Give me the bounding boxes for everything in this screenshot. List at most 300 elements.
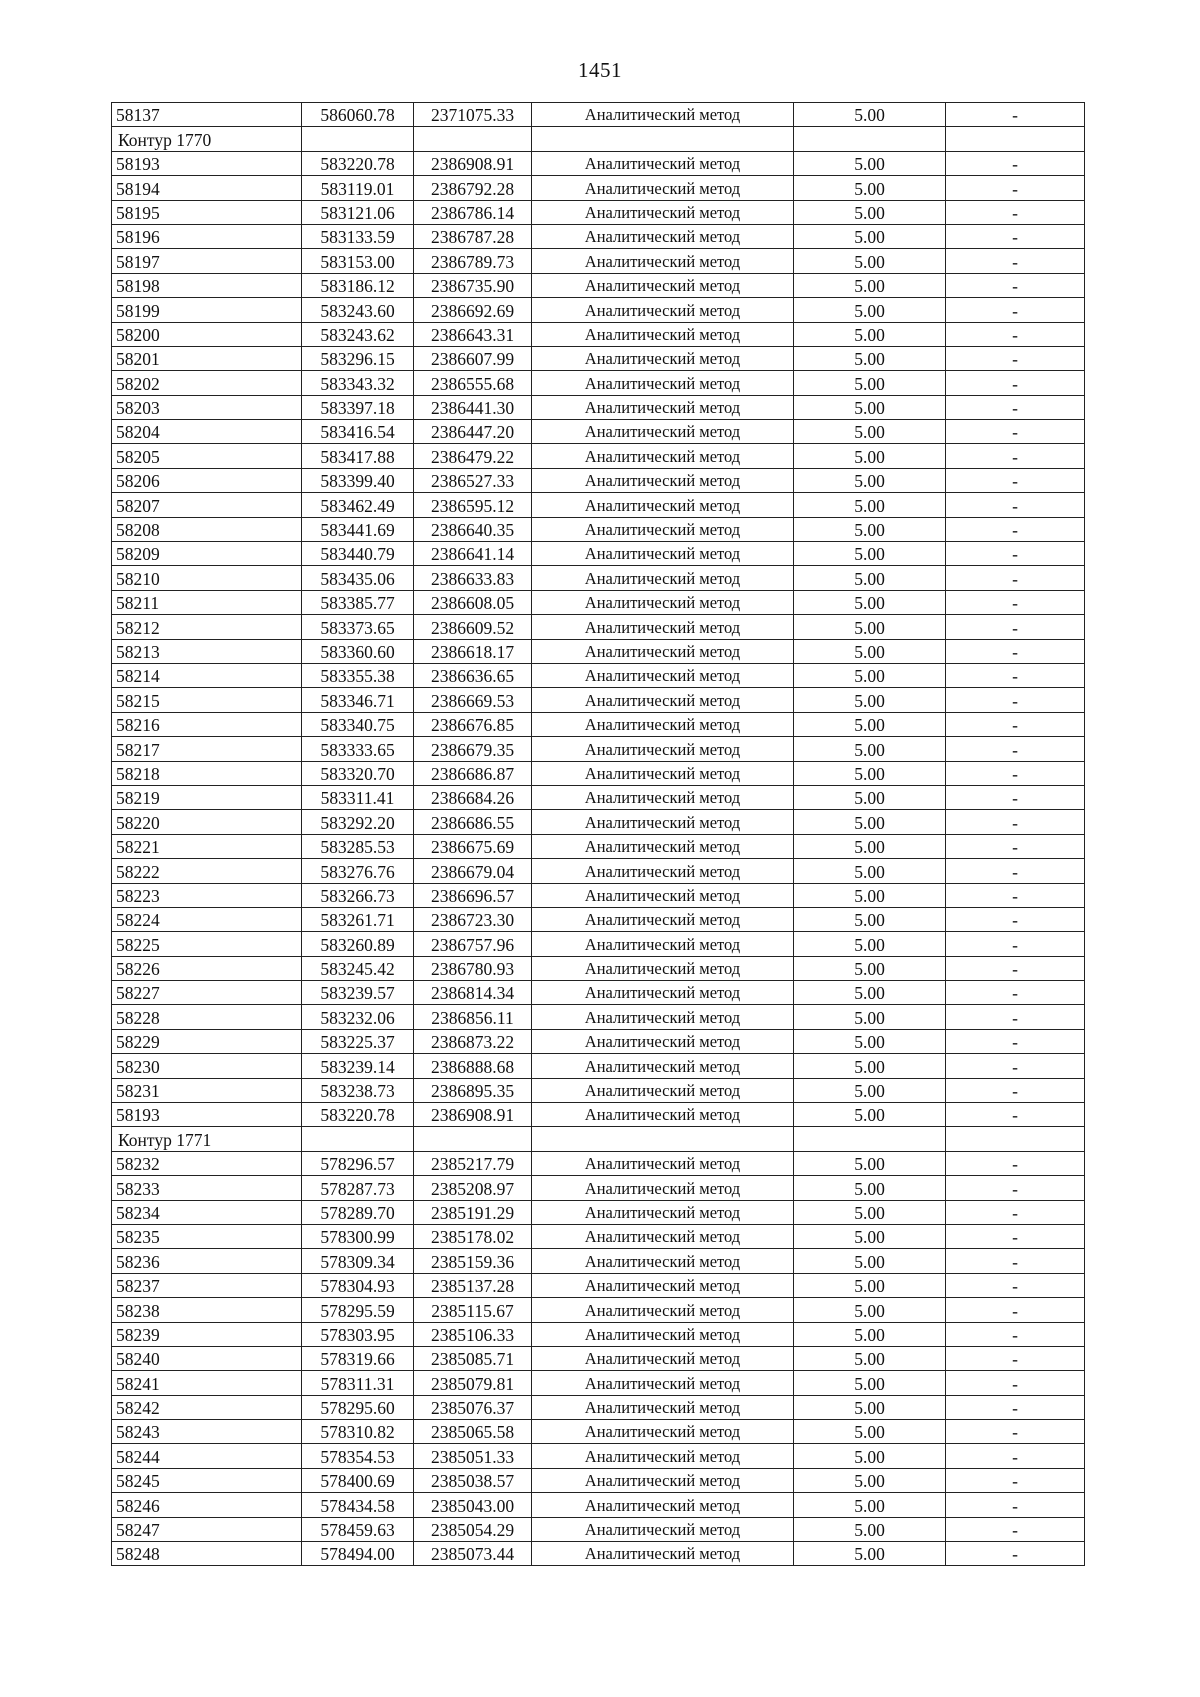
- x-coordinate-cell: 578319.66: [302, 1346, 414, 1370]
- error-cell: 5.00: [794, 1224, 946, 1248]
- y-coordinate-cell: 2385076.37: [414, 1395, 532, 1419]
- note-cell: -: [946, 981, 1085, 1005]
- y-coordinate-cell: 2386814.34: [414, 981, 532, 1005]
- error-cell: 5.00: [794, 176, 946, 200]
- error-cell: 5.00: [794, 542, 946, 566]
- note-cell: -: [946, 785, 1085, 809]
- x-coordinate-cell: 583239.57: [302, 981, 414, 1005]
- point-id-cell: 58208: [112, 517, 302, 541]
- x-coordinate-cell: 583186.12: [302, 273, 414, 297]
- table-row: [112, 810, 1085, 834]
- y-coordinate-cell: 2386696.57: [414, 883, 532, 907]
- note-cell: -: [946, 1542, 1085, 1566]
- contour-label: Контур 1771: [112, 1127, 302, 1151]
- note-cell: -: [946, 1151, 1085, 1175]
- error-cell: 5.00: [794, 932, 946, 956]
- error-cell: 5.00: [794, 688, 946, 712]
- method-cell: Аналитический метод: [532, 1371, 794, 1395]
- x-coordinate-cell: 583417.88: [302, 444, 414, 468]
- x-coordinate-cell: 583399.40: [302, 468, 414, 492]
- table-row: [112, 981, 1085, 1005]
- point-id-cell: 58213: [112, 639, 302, 663]
- x-coordinate-cell: 583292.20: [302, 810, 414, 834]
- x-coordinate-cell: 583355.38: [302, 663, 414, 687]
- table-row: [112, 1298, 1085, 1322]
- note-cell: -: [946, 615, 1085, 639]
- table-row: [112, 1517, 1085, 1541]
- point-id-cell: 58237: [112, 1273, 302, 1297]
- note-cell: -: [946, 1346, 1085, 1370]
- error-cell: 5.00: [794, 1395, 946, 1419]
- error-cell: 5.00: [794, 1493, 946, 1517]
- y-coordinate-cell: 2386735.90: [414, 273, 532, 297]
- x-coordinate-cell: 578311.31: [302, 1371, 414, 1395]
- table-row: [112, 737, 1085, 761]
- error-cell: 5.00: [794, 1371, 946, 1395]
- y-coordinate-cell: 2385054.29: [414, 1517, 532, 1541]
- contour-label: Контур 1770: [112, 127, 302, 151]
- error-cell: 5.00: [794, 1468, 946, 1492]
- note-cell: -: [946, 688, 1085, 712]
- method-cell: Аналитический метод: [532, 1346, 794, 1370]
- error-cell: 5.00: [794, 444, 946, 468]
- empty-cell: [794, 127, 946, 151]
- note-cell: -: [946, 1078, 1085, 1102]
- error-cell: 5.00: [794, 956, 946, 980]
- x-coordinate-cell: 583266.73: [302, 883, 414, 907]
- error-cell: 5.00: [794, 1322, 946, 1346]
- point-id-cell: 58201: [112, 346, 302, 370]
- x-coordinate-cell: 578494.00: [302, 1542, 414, 1566]
- point-id-cell: 58207: [112, 493, 302, 517]
- error-cell: 5.00: [794, 663, 946, 687]
- x-coordinate-cell: 583285.53: [302, 834, 414, 858]
- empty-cell: [794, 1127, 946, 1151]
- method-cell: Аналитический метод: [532, 663, 794, 687]
- x-coordinate-cell: 583133.59: [302, 224, 414, 248]
- x-coordinate-cell: 583311.41: [302, 785, 414, 809]
- table-row: [112, 883, 1085, 907]
- table-row: [112, 834, 1085, 858]
- point-id-cell: 58240: [112, 1346, 302, 1370]
- y-coordinate-cell: 2386595.12: [414, 493, 532, 517]
- table-row: [112, 1493, 1085, 1517]
- note-cell: -: [946, 200, 1085, 224]
- empty-cell: [532, 1127, 794, 1151]
- x-coordinate-cell: 578354.53: [302, 1444, 414, 1468]
- method-cell: Аналитический метод: [532, 1151, 794, 1175]
- error-cell: 5.00: [794, 468, 946, 492]
- y-coordinate-cell: 2386757.96: [414, 932, 532, 956]
- note-cell: -: [946, 834, 1085, 858]
- note-cell: -: [946, 1273, 1085, 1297]
- method-cell: Аналитический метод: [532, 1078, 794, 1102]
- error-cell: 5.00: [794, 322, 946, 346]
- note-cell: -: [946, 395, 1085, 419]
- x-coordinate-cell: 583340.75: [302, 712, 414, 736]
- method-cell: Аналитический метод: [532, 298, 794, 322]
- x-coordinate-cell: 583296.15: [302, 346, 414, 370]
- y-coordinate-cell: 2385159.36: [414, 1249, 532, 1273]
- y-coordinate-cell: 2386640.35: [414, 517, 532, 541]
- error-cell: 5.00: [794, 712, 946, 736]
- y-coordinate-cell: 2386447.20: [414, 420, 532, 444]
- note-cell: -: [946, 590, 1085, 614]
- note-cell: -: [946, 1517, 1085, 1541]
- method-cell: Аналитический метод: [532, 395, 794, 419]
- point-id-cell: 58247: [112, 1517, 302, 1541]
- x-coordinate-cell: 583462.49: [302, 493, 414, 517]
- x-coordinate-cell: 583119.01: [302, 176, 414, 200]
- point-id-cell: 58246: [112, 1493, 302, 1517]
- table-row: [112, 615, 1085, 639]
- note-cell: -: [946, 151, 1085, 175]
- point-id-cell: 58137: [112, 103, 302, 127]
- method-cell: Аналитический метод: [532, 371, 794, 395]
- x-coordinate-cell: 583220.78: [302, 1103, 414, 1127]
- method-cell: Аналитический метод: [532, 1176, 794, 1200]
- table-row: [112, 249, 1085, 273]
- x-coordinate-cell: 578304.93: [302, 1273, 414, 1297]
- method-cell: Аналитический метод: [532, 1249, 794, 1273]
- error-cell: 5.00: [794, 371, 946, 395]
- table-row: [112, 1200, 1085, 1224]
- note-cell: -: [946, 1420, 1085, 1444]
- method-cell: Аналитический метод: [532, 1493, 794, 1517]
- note-cell: -: [946, 1249, 1085, 1273]
- method-cell: Аналитический метод: [532, 346, 794, 370]
- table-row: [112, 468, 1085, 492]
- y-coordinate-cell: 2386679.35: [414, 737, 532, 761]
- point-id-cell: 58242: [112, 1395, 302, 1419]
- method-cell: Аналитический метод: [532, 517, 794, 541]
- point-id-cell: 58194: [112, 176, 302, 200]
- point-id-cell: 58202: [112, 371, 302, 395]
- method-cell: Аналитический метод: [532, 468, 794, 492]
- table-row: [112, 542, 1085, 566]
- y-coordinate-cell: 2385178.02: [414, 1224, 532, 1248]
- x-coordinate-cell: 583243.60: [302, 298, 414, 322]
- table-row: [112, 224, 1085, 248]
- y-coordinate-cell: 2386609.52: [414, 615, 532, 639]
- method-cell: Аналитический метод: [532, 249, 794, 273]
- point-id-cell: 58235: [112, 1224, 302, 1248]
- y-coordinate-cell: 2386686.55: [414, 810, 532, 834]
- error-cell: 5.00: [794, 517, 946, 541]
- x-coordinate-cell: 578287.73: [302, 1176, 414, 1200]
- y-coordinate-cell: 2385051.33: [414, 1444, 532, 1468]
- error-cell: 5.00: [794, 298, 946, 322]
- table-row: [112, 1224, 1085, 1248]
- point-id-cell: 58226: [112, 956, 302, 980]
- note-cell: -: [946, 932, 1085, 956]
- method-cell: Аналитический метод: [532, 1224, 794, 1248]
- point-id-cell: 58244: [112, 1444, 302, 1468]
- error-cell: 5.00: [794, 785, 946, 809]
- x-coordinate-cell: 583320.70: [302, 761, 414, 785]
- note-cell: -: [946, 737, 1085, 761]
- y-coordinate-cell: 2385191.29: [414, 1200, 532, 1224]
- method-cell: Аналитический метод: [532, 615, 794, 639]
- point-id-cell: 58218: [112, 761, 302, 785]
- method-cell: Аналитический метод: [532, 420, 794, 444]
- error-cell: 5.00: [794, 1249, 946, 1273]
- x-coordinate-cell: 578295.59: [302, 1298, 414, 1322]
- y-coordinate-cell: 2386692.69: [414, 298, 532, 322]
- x-coordinate-cell: 583346.71: [302, 688, 414, 712]
- table-row: [112, 1542, 1085, 1566]
- error-cell: 5.00: [794, 395, 946, 419]
- note-cell: -: [946, 1298, 1085, 1322]
- note-cell: -: [946, 883, 1085, 907]
- empty-cell: [946, 1127, 1085, 1151]
- point-id-cell: 58193: [112, 151, 302, 175]
- y-coordinate-cell: 2386787.28: [414, 224, 532, 248]
- method-cell: Аналитический метод: [532, 1517, 794, 1541]
- table-row: [112, 712, 1085, 736]
- method-cell: Аналитический метод: [532, 1322, 794, 1346]
- note-cell: -: [946, 663, 1085, 687]
- error-cell: 5.00: [794, 1200, 946, 1224]
- error-cell: 5.00: [794, 1542, 946, 1566]
- note-cell: -: [946, 273, 1085, 297]
- note-cell: -: [946, 1322, 1085, 1346]
- point-id-cell: 58193: [112, 1103, 302, 1127]
- y-coordinate-cell: 2386723.30: [414, 907, 532, 931]
- table-row: [112, 444, 1085, 468]
- empty-cell: [302, 1127, 414, 1151]
- x-coordinate-cell: 578400.69: [302, 1468, 414, 1492]
- x-coordinate-cell: 583261.71: [302, 907, 414, 931]
- point-id-cell: 58238: [112, 1298, 302, 1322]
- point-id-cell: 58231: [112, 1078, 302, 1102]
- table-row: [112, 1322, 1085, 1346]
- table-row: [112, 1444, 1085, 1468]
- note-cell: -: [946, 542, 1085, 566]
- error-cell: 5.00: [794, 273, 946, 297]
- table-row: [112, 566, 1085, 590]
- method-cell: Аналитический метод: [532, 224, 794, 248]
- method-cell: Аналитический метод: [532, 1468, 794, 1492]
- x-coordinate-cell: 578310.82: [302, 1420, 414, 1444]
- method-cell: Аналитический метод: [532, 1029, 794, 1053]
- y-coordinate-cell: 2386908.91: [414, 151, 532, 175]
- x-coordinate-cell: 583333.65: [302, 737, 414, 761]
- point-id-cell: 58224: [112, 907, 302, 931]
- y-coordinate-cell: 2385079.81: [414, 1371, 532, 1395]
- note-cell: -: [946, 176, 1085, 200]
- table-row: [112, 176, 1085, 200]
- point-id-cell: 58219: [112, 785, 302, 809]
- error-cell: 5.00: [794, 1346, 946, 1370]
- table-row: [112, 956, 1085, 980]
- y-coordinate-cell: 2371075.33: [414, 103, 532, 127]
- table-row: [112, 1395, 1085, 1419]
- y-coordinate-cell: 2386608.05: [414, 590, 532, 614]
- point-id-cell: 58215: [112, 688, 302, 712]
- method-cell: Аналитический метод: [532, 444, 794, 468]
- error-cell: 5.00: [794, 810, 946, 834]
- table-row: [112, 420, 1085, 444]
- note-cell: -: [946, 346, 1085, 370]
- point-id-cell: 58229: [112, 1029, 302, 1053]
- y-coordinate-cell: 2385208.97: [414, 1176, 532, 1200]
- note-cell: -: [946, 639, 1085, 663]
- note-cell: -: [946, 810, 1085, 834]
- point-id-cell: 58221: [112, 834, 302, 858]
- method-cell: Аналитический метод: [532, 907, 794, 931]
- point-id-cell: 58198: [112, 273, 302, 297]
- x-coordinate-cell: 583153.00: [302, 249, 414, 273]
- y-coordinate-cell: 2386641.14: [414, 542, 532, 566]
- y-coordinate-cell: 2386643.31: [414, 322, 532, 346]
- x-coordinate-cell: 586060.78: [302, 103, 414, 127]
- y-coordinate-cell: 2386607.99: [414, 346, 532, 370]
- method-cell: Аналитический метод: [532, 956, 794, 980]
- x-coordinate-cell: 583121.06: [302, 200, 414, 224]
- x-coordinate-cell: 578296.57: [302, 1151, 414, 1175]
- y-coordinate-cell: 2386684.26: [414, 785, 532, 809]
- note-cell: -: [946, 1176, 1085, 1200]
- y-coordinate-cell: 2386636.65: [414, 663, 532, 687]
- error-cell: 5.00: [794, 590, 946, 614]
- table-row: [112, 907, 1085, 931]
- y-coordinate-cell: 2385065.58: [414, 1420, 532, 1444]
- note-cell: -: [946, 468, 1085, 492]
- point-id-cell: 58227: [112, 981, 302, 1005]
- note-cell: -: [946, 517, 1085, 541]
- table-row: [112, 688, 1085, 712]
- x-coordinate-cell: 578289.70: [302, 1200, 414, 1224]
- note-cell: -: [946, 1054, 1085, 1078]
- method-cell: Аналитический метод: [532, 810, 794, 834]
- y-coordinate-cell: 2385043.00: [414, 1493, 532, 1517]
- note-cell: -: [946, 444, 1085, 468]
- y-coordinate-cell: 2386888.68: [414, 1054, 532, 1078]
- point-id-cell: 58233: [112, 1176, 302, 1200]
- method-cell: Аналитический метод: [532, 712, 794, 736]
- method-cell: Аналитический метод: [532, 932, 794, 956]
- note-cell: -: [946, 1493, 1085, 1517]
- table-row: [112, 395, 1085, 419]
- y-coordinate-cell: 2386676.85: [414, 712, 532, 736]
- note-cell: -: [946, 566, 1085, 590]
- table-row: [112, 932, 1085, 956]
- point-id-cell: 58243: [112, 1420, 302, 1444]
- x-coordinate-cell: 583232.06: [302, 1005, 414, 1029]
- point-id-cell: 58234: [112, 1200, 302, 1224]
- x-coordinate-cell: 578434.58: [302, 1493, 414, 1517]
- note-cell: -: [946, 1029, 1085, 1053]
- point-id-cell: 58200: [112, 322, 302, 346]
- method-cell: Аналитический метод: [532, 1420, 794, 1444]
- method-cell: Аналитический метод: [532, 103, 794, 127]
- y-coordinate-cell: 2386908.91: [414, 1103, 532, 1127]
- empty-cell: [302, 127, 414, 151]
- error-cell: 5.00: [794, 1078, 946, 1102]
- point-id-cell: 58241: [112, 1371, 302, 1395]
- table-row: [112, 1371, 1085, 1395]
- y-coordinate-cell: 2385038.57: [414, 1468, 532, 1492]
- method-cell: Аналитический метод: [532, 1395, 794, 1419]
- empty-cell: [532, 127, 794, 151]
- page-number: 1451: [578, 58, 622, 82]
- empty-cell: [414, 1127, 532, 1151]
- x-coordinate-cell: 583343.32: [302, 371, 414, 395]
- x-coordinate-cell: 578295.60: [302, 1395, 414, 1419]
- note-cell: -: [946, 1371, 1085, 1395]
- method-cell: Аналитический метод: [532, 1005, 794, 1029]
- table-row: [112, 1005, 1085, 1029]
- point-id-cell: 58236: [112, 1249, 302, 1273]
- table-row: [112, 103, 1085, 127]
- table-row: [112, 322, 1085, 346]
- y-coordinate-cell: 2386669.53: [414, 688, 532, 712]
- y-coordinate-cell: 2386786.14: [414, 200, 532, 224]
- point-id-cell: 58211: [112, 590, 302, 614]
- error-cell: 5.00: [794, 981, 946, 1005]
- x-coordinate-cell: 583397.18: [302, 395, 414, 419]
- x-coordinate-cell: 583260.89: [302, 932, 414, 956]
- table-row: [112, 493, 1085, 517]
- note-cell: -: [946, 1103, 1085, 1127]
- table-row: [112, 590, 1085, 614]
- point-id-cell: 58239: [112, 1322, 302, 1346]
- table-row: [112, 1078, 1085, 1102]
- point-id-cell: 58217: [112, 737, 302, 761]
- method-cell: Аналитический метод: [532, 761, 794, 785]
- error-cell: 5.00: [794, 1420, 946, 1444]
- x-coordinate-cell: 578300.99: [302, 1224, 414, 1248]
- point-id-cell: 58223: [112, 883, 302, 907]
- note-cell: -: [946, 420, 1085, 444]
- table-row: [112, 1054, 1085, 1078]
- note-cell: -: [946, 859, 1085, 883]
- table-row: [112, 859, 1085, 883]
- x-coordinate-cell: 583360.60: [302, 639, 414, 663]
- table-row: [112, 371, 1085, 395]
- note-cell: -: [946, 1224, 1085, 1248]
- method-cell: Аналитический метод: [532, 590, 794, 614]
- error-cell: 5.00: [794, 493, 946, 517]
- note-cell: -: [946, 907, 1085, 931]
- y-coordinate-cell: 2385085.71: [414, 1346, 532, 1370]
- error-cell: 5.00: [794, 1103, 946, 1127]
- note-cell: -: [946, 1395, 1085, 1419]
- method-cell: Аналитический метод: [532, 883, 794, 907]
- y-coordinate-cell: 2386873.22: [414, 1029, 532, 1053]
- x-coordinate-cell: 583276.76: [302, 859, 414, 883]
- table-row: [112, 1249, 1085, 1273]
- point-id-cell: 58195: [112, 200, 302, 224]
- y-coordinate-cell: 2386686.87: [414, 761, 532, 785]
- error-cell: 5.00: [794, 224, 946, 248]
- x-coordinate-cell: 583238.73: [302, 1078, 414, 1102]
- table-row: [112, 761, 1085, 785]
- point-id-cell: 58225: [112, 932, 302, 956]
- table-row: [112, 663, 1085, 687]
- y-coordinate-cell: 2386792.28: [414, 176, 532, 200]
- note-cell: -: [946, 1444, 1085, 1468]
- error-cell: 5.00: [794, 859, 946, 883]
- table-row: [112, 1029, 1085, 1053]
- y-coordinate-cell: 2386780.93: [414, 956, 532, 980]
- note-cell: -: [946, 224, 1085, 248]
- note-cell: -: [946, 956, 1085, 980]
- method-cell: Аналитический метод: [532, 151, 794, 175]
- point-id-cell: 58220: [112, 810, 302, 834]
- table-row: [112, 1273, 1085, 1297]
